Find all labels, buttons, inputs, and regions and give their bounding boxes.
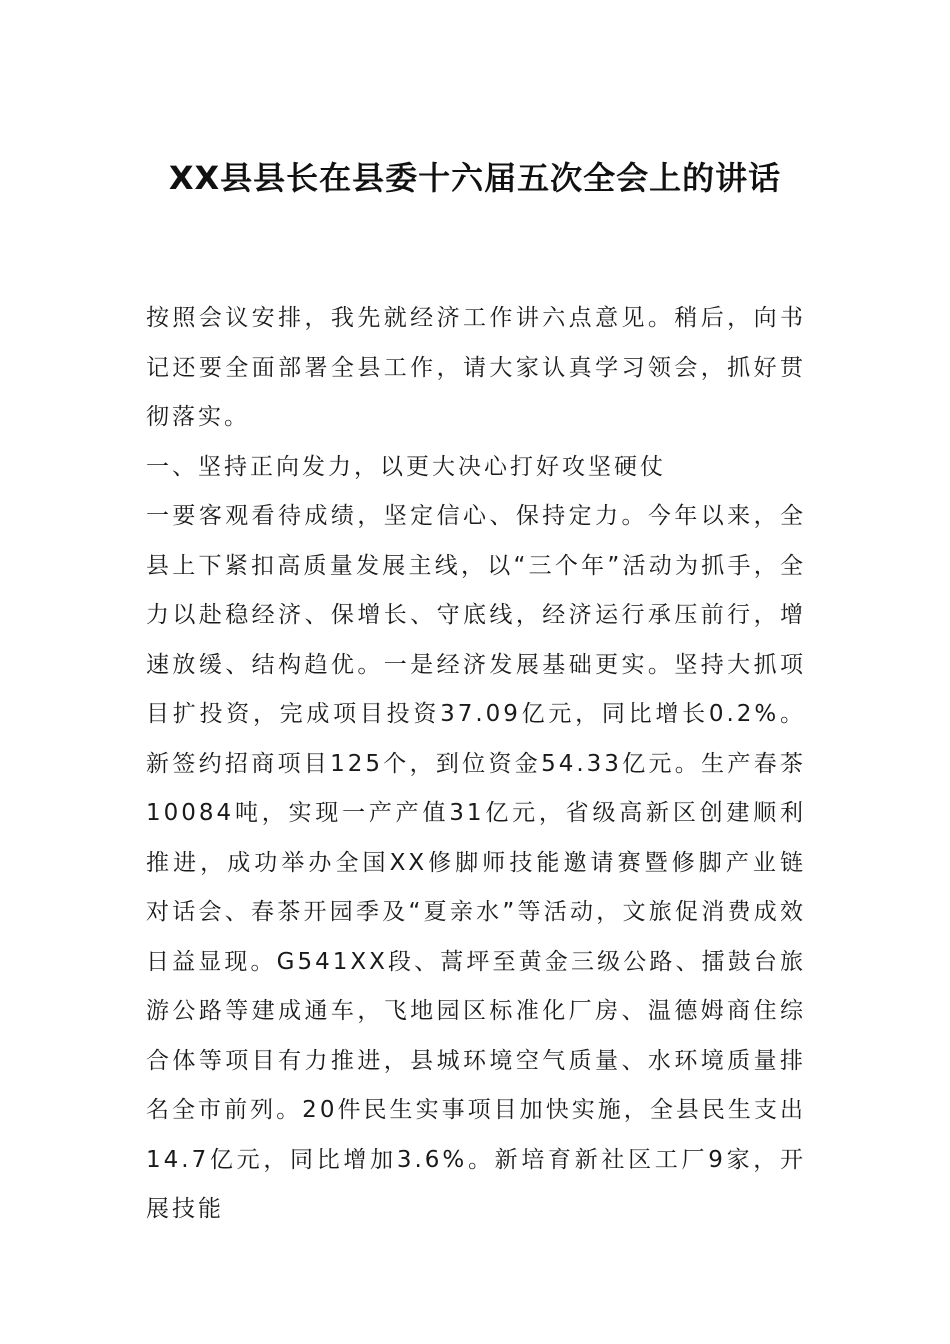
paragraph-main: 一要客观看待成绩，坚定信心、保持定力。今年以来，全县上下紧扣高质量发展主线，以“三个年”活动为抓手，全力以赴稳经济、保增长、守底线，经济运行承压前行，增速放缓、结构趋优。一是经济发展基础更实。坚持大抓项目扩投资，完成项目投资37.09亿元，同比增长0.2%。新签约招商项目125个，到位资金54.33亿元。生产春茶10084吨，实现一产产值31亿元，省级高新区创建顺利推进，成功举办全国XX修脚师技能邀请赛暨修脚产业链对话会、春茶开园季及“夏亲水”等活动，文旅促消费成效日益显现。G541XX段、蒿坪至黄金三级公路、擂鼓台旅游公路等建成通车，飞地园区标准化厂房、温德姆商住综合体等项目有力推进，县城环境空气质量、水环境质量排名全市前列。20件民生实事项目加快实施，全县民生支出14.7亿元，同比增加3.6%。新培育新社区工厂9家，开展技能 bbox=[146, 503, 806, 1222]
paragraph-intro: 按照会议安排，我先就经济工作讲六点意见。稍后，向书记还要全面部署全县工作，请大家认真学习领会，抓好贯彻落实。 bbox=[146, 305, 806, 430]
document-title: XX县县长在县委十六届五次全会上的讲话 bbox=[168, 159, 782, 197]
section-heading: 一、坚持正向发力，以更大决心打好攻坚硬仗 bbox=[146, 453, 666, 480]
document-body bbox=[146, 294, 806, 1235]
